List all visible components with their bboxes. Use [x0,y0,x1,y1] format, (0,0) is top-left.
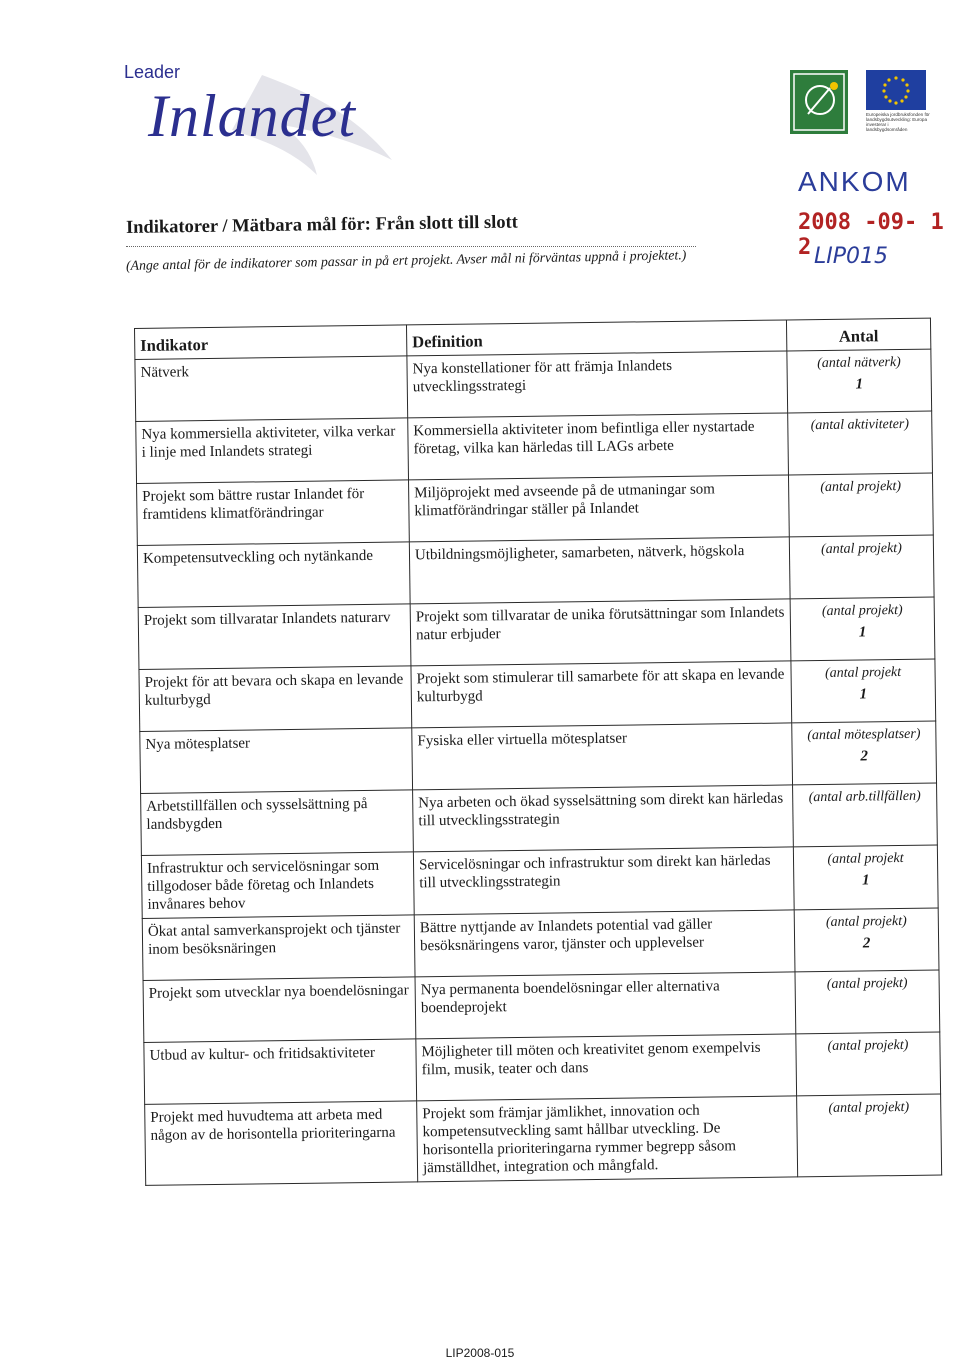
table-row [142,908,939,980]
amount-value: 2 [862,935,871,952]
amount-value [794,499,927,501]
amount-value: 2 [860,748,869,765]
table-row [137,473,934,545]
definition-cell: Nya permanenta boendelösningar eller alternativa boendeprojekt [415,972,796,1039]
title-divider [126,246,696,247]
indicator-cell: Projekt med huvudtema att arbeta med någon av de horisontella prioriteringarna [145,1101,418,1186]
amount-unit: (antal projekt) [827,1037,909,1054]
amount-cell [791,659,936,723]
indicator-cell: Ökat antal samverkansprojekt och tjänster inom besöksnäringen [142,915,415,981]
amount-unit: (antal projekt) [825,913,907,930]
indicator-cell: Nätverk [135,356,408,422]
definition-cell: Projekt som främjar jämlikhet, innovation och kompetensutveckling samt hållbar utveckling. De horisontella prioriteringarna rymmer begrepp såsom jämställdhet, integration och mångfald. [417,1096,798,1182]
amount-cell [790,597,935,661]
table-row [141,845,938,918]
amount-cell [792,721,937,785]
amount-unit: (antal arb.tillfällen) [808,788,921,806]
amount-cell [787,349,932,413]
header-amount: Antal [786,318,930,351]
definition-cell: Miljöprojekt med avseende på de utmaningar som klimatförändringar ställer på Inlandet [409,475,790,542]
amount-value [801,996,934,998]
amount-cell [797,1094,942,1177]
amount-value: 1 [855,376,864,393]
amount-unit: (antal projekt) [828,1099,910,1116]
definition-cell: Bättre nyttjande av Inlandets potential vad gäller besöksnäringens varor, tjänster och upplevelser [414,910,795,977]
definition-cell: Utbildningsmöjligheter, samarbeten, nätverk, högskola [409,537,790,604]
amount-cell [793,783,938,847]
indicator-cell: Infrastruktur och servicelösningar som tillgodoser både företag och Inlandets invånares behov [141,852,414,919]
table-row [139,659,936,731]
amount-value: 1 [858,624,867,641]
indicator-cell: Utbud av kultur- och fritidsaktiviteter [144,1039,417,1105]
amount-cell [794,908,939,972]
leader-badge-icon [790,70,848,134]
document-subtitle: (Ange antal för de indikatorer som passar in på ert projekt. Avser mål ni förväntas uppnå i projektet.) [125,247,687,273]
amount-unit: (antal aktiviteter) [810,416,910,434]
indicator-cell: Arbetstillfällen och sysselsättning på landsbygden [141,790,414,856]
definition-cell: Servicelösningar och infrastruktur som direkt kan härledas till utvecklingsstrategin [413,847,794,915]
definition-cell: Kommersiella aktiviteter inom befintliga eller nystartade företag, vilka kan härledas till LAGs arbete [408,413,789,480]
eu-flag-icon [866,70,926,110]
definition-cell: Projekt som stimulerar till samarbete för att skapa en levande kulturbygd [411,661,792,728]
indicator-cell: Projekt som utvecklar nya boendelösningar [143,977,416,1043]
document-footer: LIP2008-015 [445,1346,515,1360]
definition-cell: Nya arbeten och ökad sysselsättning som direkt kan härledas till utvecklingsstrategin [413,785,794,852]
stamp-reference: LIP015 [814,244,889,269]
eu-caption: Europeiska jordbruksfonden för landsbygdsutveckling: Europa investerar i landsbygdsområden [866,112,930,132]
table-row [140,721,937,793]
brand-prefix: Leader [124,62,181,82]
amount-unit: (antal projekt [824,664,902,681]
table-row [144,1032,941,1104]
definition-cell: Fysiska eller virtuella mötesplatser [412,723,793,790]
table-row [137,535,934,607]
amount-unit: (antal projekt) [820,478,902,496]
table-row [136,411,933,483]
amount-value: 1 [861,872,870,889]
brand-name: Inlandet [148,83,356,149]
amount-cell [789,535,934,599]
stamp-title: ANKOM [798,166,911,197]
amount-value [802,1058,935,1060]
amount-value [794,437,927,439]
indicator-table [134,318,942,1186]
amount-unit: (antal projekt) [826,975,908,992]
amount-unit: (antal projekt) [821,602,903,620]
indicator-cell: Projekt för att bevara och skapa en levande kulturbygd [139,666,412,732]
amount-value [802,1120,935,1122]
table-row [143,970,940,1042]
indicator-cell: Projekt som bättre rustar Inlandet för framtidens klimatförändringar [137,480,410,546]
amount-cell [795,970,940,1034]
stamp-date: 2008 -09- 1 2 [798,210,944,260]
amount-unit: (antal nätverk) [817,354,901,372]
indicator-cell: Kompetensutveckling och nytänkande [137,542,410,608]
amount-value [798,809,931,811]
indicator-cell: Nya kommersiella aktiviteter, vilka verkar i linje med Inlandets strategi [136,418,409,484]
table-row [145,1094,942,1185]
indicator-cell: Nya mötesplatser [140,728,413,794]
table-body [135,349,942,1185]
header-definition: Definition [406,320,786,356]
header-indicator: Indikator [135,325,407,360]
amount-cell [793,845,938,910]
amount-unit: (antal projekt) [820,540,902,558]
definition-cell: Möjligheter till möten och kreativitet genom exempelvis film, musik, teater och dans [416,1034,797,1101]
table-row [141,783,938,855]
amount-value: 1 [859,686,868,703]
amount-unit: (antal projekt [827,850,904,867]
definition-cell: Nya konstellationer för att främja Inlandets utvecklingsstrategi [407,351,788,418]
amount-cell [788,473,933,537]
amount-cell [788,411,933,475]
definition-cell: Projekt som tillvaratar de unika förutsättningar som Inlandets natur erbjuder [410,599,791,666]
table-row [138,597,935,669]
indicator-cell: Projekt som tillvaratar Inlandets naturarv [138,604,411,670]
amount-cell [796,1032,941,1096]
amount-unit: (antal mötesplatser) [807,726,921,744]
document-title: Indikatorer / Mätbara mål för: Från slott till slott [125,212,518,238]
amount-value [795,561,928,563]
table-row [135,349,932,421]
